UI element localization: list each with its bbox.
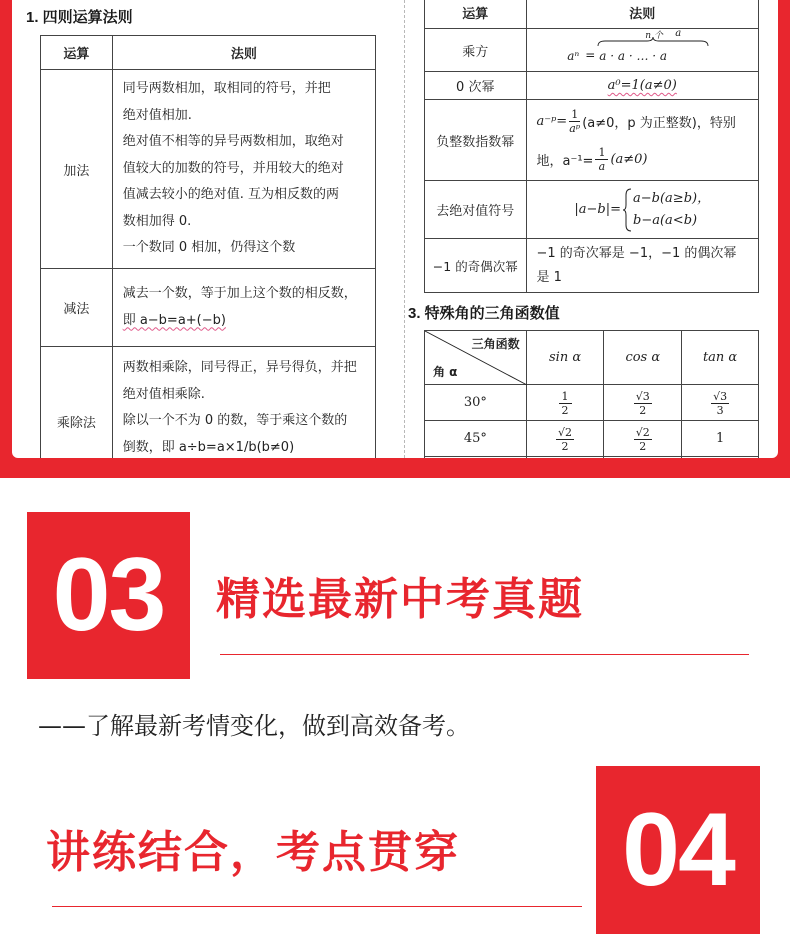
neg-pow-lhs: a⁻ᵖ= [536, 113, 568, 129]
power-lhs: aⁿ [567, 49, 580, 63]
table-header-op: 运算 [41, 36, 113, 70]
rule-cell-power [526, 29, 759, 72]
fraction [711, 390, 729, 417]
fraction-denominator: 2 [561, 439, 569, 453]
op-cell-minus-one-power: −1 的奇偶次幂 [425, 239, 527, 293]
zero-power-formula: a⁰=1(a≠0) [607, 78, 677, 93]
abs-cases [633, 188, 710, 232]
fraction-numerator: 1 [559, 390, 572, 404]
rule-line: 两数相乘除，同号得正，异号得负，并把 [122, 360, 357, 375]
table-header-rule: 法则 [112, 36, 375, 70]
section-number-03: 03 [27, 512, 190, 679]
col-header-tan: tan α [682, 331, 759, 385]
section-title-trig: 3. 特殊角的三角函数值 [408, 305, 560, 322]
fraction [559, 390, 572, 417]
rule-cell-multiplication-division [112, 347, 375, 459]
rule-cell-zero-power [526, 72, 759, 100]
neg-pow-line2-pre: 地，a⁻¹= [536, 153, 594, 169]
op-cell-zero-power: 0 次幂 [425, 72, 527, 100]
op-cell-multiplication-division: 乘除法 [41, 347, 113, 459]
fraction-numerator: √2 [635, 425, 650, 439]
rule-line: −1 的奇次幂是 −1，−1 的偶次幂 [536, 245, 737, 261]
neg-pow-condition: (a≠0，p 为正整数)，特别 [582, 115, 736, 131]
fraction-numerator: √3 [713, 389, 728, 403]
negative-power-line-2 [537, 140, 753, 178]
fraction-denominator: 3 [716, 403, 724, 417]
rule-cell-minus-one-power [526, 239, 759, 293]
table-header-op: 运算 [425, 0, 527, 29]
section-title-arithmetic: 1. 四则运算法则 [26, 9, 133, 26]
abs-case-2: b−a(a<b) [633, 212, 698, 228]
fraction [569, 108, 580, 135]
fraction-numerator: 1 [595, 146, 608, 160]
col-header-sin: sin α [526, 331, 604, 385]
rule-line: 绝对值不相等的异号两数相加，取绝对 [122, 134, 344, 150]
col-header-cos: cos α [604, 331, 682, 385]
rule-line: 一个数同 0 相加，仍得这个数 [122, 240, 296, 256]
section-title-03: 精选最新中考真题 [216, 574, 584, 625]
rule-line: 是 1 [536, 269, 562, 285]
rule-line: 数相加得 0. [122, 213, 192, 229]
cut-off-row [425, 457, 527, 459]
rule-line: 绝对值相乘除. [122, 386, 205, 402]
value-cell [604, 421, 682, 457]
neg-pow-line2-post: (a≠0) [610, 151, 648, 167]
column-divider [404, 0, 405, 458]
trig-corner-cell [425, 331, 527, 385]
fraction-denominator: 2 [639, 403, 647, 417]
section-04-underline [52, 906, 582, 907]
rule-line: 即 a−b=a+(−b) [122, 312, 226, 328]
fraction-denominator: 2 [561, 403, 569, 417]
rule-line: 减去一个数，等于加上这个数的相反数， [122, 286, 357, 301]
power-formula [567, 29, 717, 67]
rule-cell-absolute-value [526, 181, 759, 239]
value-cell [604, 385, 682, 421]
rule-line: 除以一个不为 0 的数，等于乘这个数的 [122, 413, 348, 428]
arithmetic-rules-table [40, 35, 376, 458]
rule-line: 倒数，即 a÷b=a×1/b(b≠0) [122, 439, 295, 455]
fraction-denominator: aᵖ [569, 121, 581, 135]
fraction [556, 426, 574, 453]
power-product: a · a · … · a [599, 49, 668, 63]
abs-case-1: a−b(a≥b)， [633, 190, 711, 206]
base-label: a [675, 28, 682, 39]
rule-cell-negative-power [526, 100, 759, 181]
left-brace-icon [622, 188, 632, 232]
trig-values-table [424, 330, 759, 458]
value-cell [526, 385, 604, 421]
exponent-rules-table [424, 0, 759, 293]
fraction-numerator: 1 [571, 107, 579, 121]
rule-cell-subtraction [112, 269, 375, 347]
absolute-value-formula [574, 188, 710, 232]
section-title-04: 讲练结合，考点贯穿 [46, 827, 460, 878]
corner-label-function: 三角函数 [471, 337, 520, 351]
op-cell-absolute-value: 去绝对值符号 [425, 181, 527, 239]
value-cell: 1 [682, 421, 759, 457]
corner-label-angle: 角 α [433, 365, 458, 379]
fraction [595, 146, 608, 173]
section-subtitle-03: ——了解最新考情变化，做到高效备考。 [38, 712, 470, 740]
op-cell-power: 乘方 [425, 29, 527, 72]
op-cell-subtraction: 减法 [41, 269, 113, 347]
op-cell-addition: 加法 [41, 70, 113, 269]
value-cell [526, 421, 604, 457]
op-cell-negative-power: 负整数指数幂 [425, 100, 527, 181]
angle-cell: 30° [425, 385, 527, 421]
rule-cell-addition [112, 70, 375, 269]
n-count-label: n 个 [645, 31, 663, 41]
rule-line: 绝对值相加. [122, 107, 192, 123]
rule-line: 值减去较小的绝对值. 互为相反数的两 [122, 187, 339, 203]
textbook-page [12, 0, 778, 458]
fraction [634, 390, 652, 417]
equals-sign: = [585, 48, 596, 62]
value-cell [682, 385, 759, 421]
section-03-underline [220, 654, 749, 655]
negative-power-line-1 [537, 102, 753, 140]
abs-lhs: |a−b|= [574, 202, 622, 217]
rule-line: 同号两数相加，取相同的符号，并把 [122, 81, 331, 97]
rule-line: 值较大的加数的符号，并用较大的绝对 [122, 160, 344, 176]
fraction-denominator: 2 [639, 439, 647, 453]
overbrace-icon [597, 37, 709, 47]
fraction-numerator: √3 [635, 389, 650, 403]
fraction-denominator: a [598, 159, 606, 173]
angle-cell: 45° [425, 421, 527, 457]
section-number-04: 04 [596, 766, 760, 934]
table-header-rule: 法则 [526, 0, 759, 29]
fraction-numerator: √2 [558, 425, 573, 439]
fraction [634, 426, 652, 453]
